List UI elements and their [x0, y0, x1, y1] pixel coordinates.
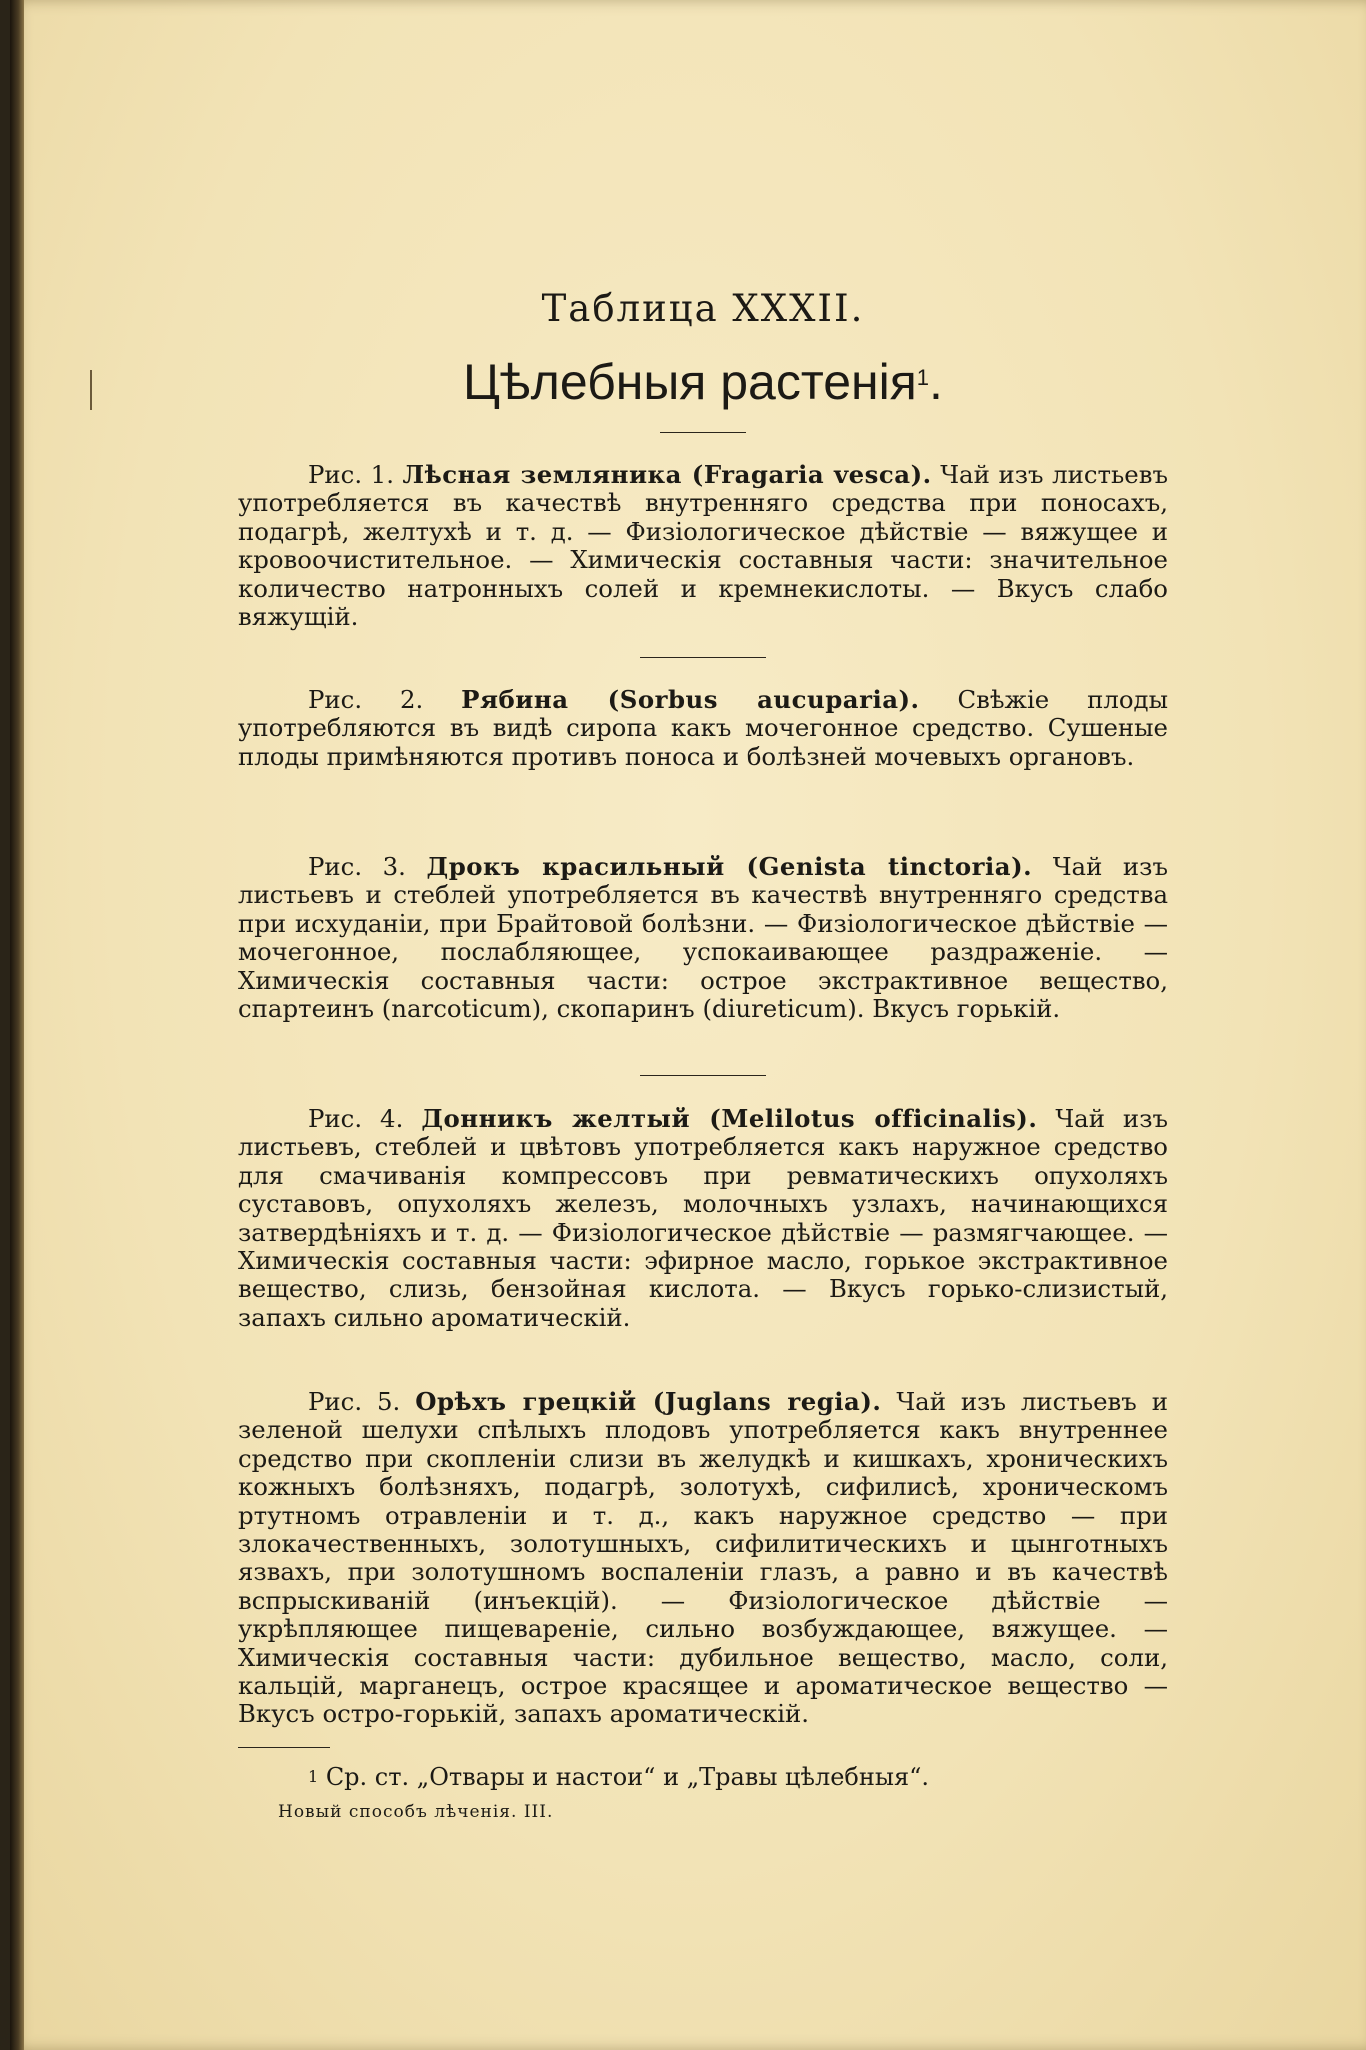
- footnote-ref: 1: [916, 365, 930, 390]
- entry-fig: Рис. 3.: [308, 852, 406, 881]
- entry-plant-name: Орѣхъ грецкій (Juglans regia).: [415, 1387, 882, 1416]
- entry-divider: [640, 1075, 766, 1076]
- title-divider: [660, 432, 746, 433]
- entry-fig: Рис. 2.: [308, 685, 424, 714]
- footnote-text: Ср. ст. „Отвары и настои“ и „Травы цѣлебныя“.: [318, 1763, 929, 1791]
- book-spine: [10, 0, 24, 2050]
- entry-plant-name: Донникъ желтый (Melilotus officinalis).: [421, 1104, 1038, 1133]
- entry-1: [238, 461, 1168, 631]
- entry-fig: Рис. 5.: [308, 1387, 401, 1416]
- page: [10, 0, 1366, 2050]
- entry-fig: Рис. 1.: [308, 460, 394, 489]
- margin-mark: [90, 370, 92, 410]
- entry-text: Чай изъ листьевъ, стеблей и цвѣтовъ употребляется какъ наружное средство для смачиванія компрессовъ при ревматическихъ опухоляхъ суставовъ, опухоляхъ железъ, молочныхъ узлахъ, начинающихся затвердѣніяхъ и т. д. — Физiологическое дѣйствіе — размягчающее. — Химическія составныя части: эфирное масло, горькое экстрактивное вещество, слизь, бензойная кислота. — Вкусъ горько-слизистый, запахъ сильно ароматическій.: [238, 1104, 1169, 1332]
- entry-text: Свѣжіе плоды употребляются въ видѣ сиропа какъ мочегонное средство. Сушеные плоды примѣняются противъ поноса и болѣзней мочевыхъ органовъ.: [238, 685, 1168, 771]
- entry-plant-name: Лѣсная земляника (Fragaria vesca).: [402, 460, 932, 489]
- entry-plant-name: Дрокъ красильный (Genista tinctoria).: [426, 852, 1033, 881]
- entry-fig: Рис. 4.: [308, 1104, 404, 1133]
- table-title: Таблица XXXII.: [541, 287, 865, 330]
- entry-5: [238, 1388, 1168, 1729]
- entry-plant-name: Рябина (Sorbus aucuparia).: [461, 685, 920, 714]
- entry-text: Чай изъ листьевъ и стеблей употребляется въ качествѣ внутренняго средства при исхуданіи, при Брайтовой болѣзни. — Физiологическое дѣйствіе — мочегонное, послабляющее, успокаивающее раздраженіе. — Химическія составныя части: острое экстрактивное вещество, спартеинъ (narcoticum), скопаринъ (diureticum). Вкусъ горькій.: [238, 852, 1168, 1024]
- entry-text: Чай изъ листьевъ употребляется въ качествѣ внутренняго средства при поносахъ, подагрѣ, желтухѣ и т. д. — Физiологическое дѣйствіе — вяжущее и кровоочистительное. — Химическія составныя части: значительное количество натронныхъ солей и кремнекислоты. — Вкусъ слабо вяжущій.: [238, 460, 1168, 632]
- page-title: [238, 350, 1168, 414]
- page-footer: Новый способъ лѣченія. III.: [278, 1802, 554, 1822]
- footnote-divider: [238, 1747, 330, 1748]
- page-title-text: Цѣлебныя растенія: [463, 354, 917, 410]
- footnote-mark: 1: [308, 1767, 319, 1786]
- entry-4: [238, 1105, 1168, 1332]
- entry-3: [238, 853, 1168, 1023]
- entry-divider: [640, 657, 766, 658]
- entry-text: Чай изъ листьевъ и зеленой шелухи спѣлыхъ плодовъ употребляется какъ внутреннее средство при скопленіи слизи въ желудкѣ и кишкахъ, хроническихъ кожныхъ болѣзняхъ, подагрѣ, золотухѣ, сифилисѣ, хроническомъ ртутномъ отравленіи и т. д., какъ наружное средство — при злокачественныхъ, золотушныхъ, сифилитическихъ и цынготныхъ язвахъ, при золотушномъ воспаленіи глазъ, а равно и въ качествѣ вспрыскиваній (инъекцій). — Физiологическое дѣйствіе — укрѣпляющее пищевареніе, сильно возбуждающее, вяжущее. — Химическія составныя части: дубильное вещество, масло, соли, кальцій, марганецъ, острое красящее и ароматическое вещество — Вкусъ остро-горькій, запахъ ароматическій.: [238, 1387, 1168, 1729]
- page-title-end: .: [929, 354, 943, 410]
- entry-2: [238, 686, 1168, 771]
- footnote: [308, 1762, 1168, 1792]
